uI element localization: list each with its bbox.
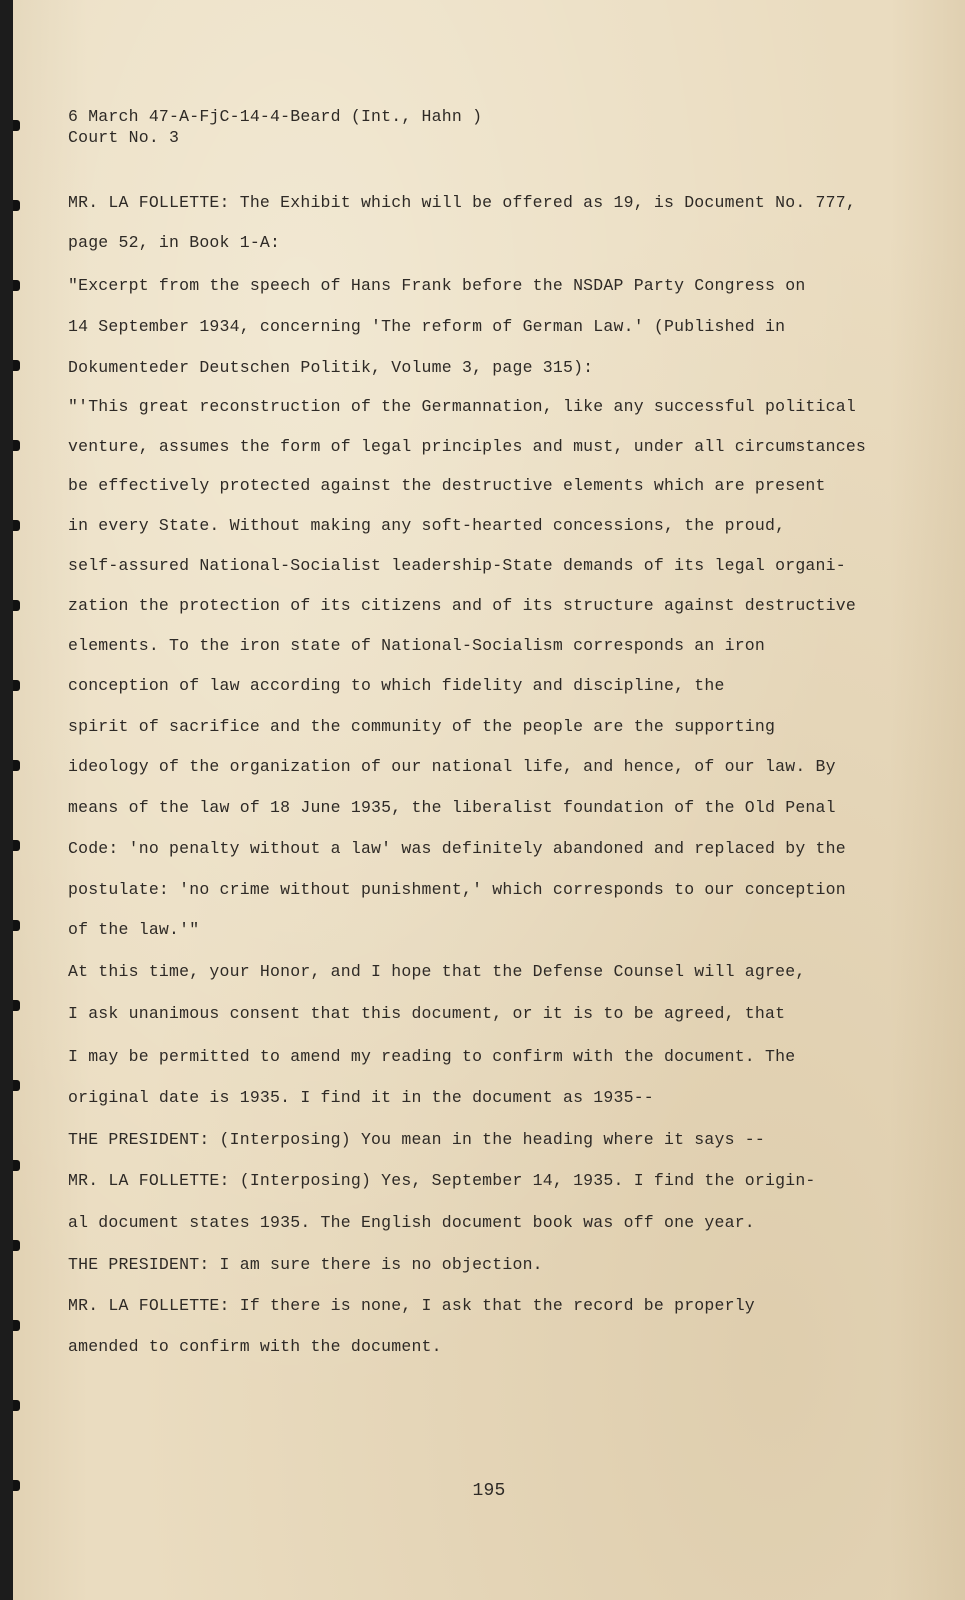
- text-line: conception of law according to which fidelity and discipline, the: [68, 676, 725, 695]
- text-line: original date is 1935. I find it in the document as 1935--: [68, 1088, 654, 1107]
- document-page: [13, 0, 965, 1600]
- binding-hole: [13, 1000, 20, 1011]
- binding-hole: [13, 600, 20, 611]
- text-line: spirit of sacrifice and the community of the people are the supporting: [68, 717, 776, 736]
- text-line: postulate: 'no crime without punishment,' which corresponds to our conception: [68, 880, 846, 899]
- text-line: in every State. Without making any soft-hearted concessions, the proud,: [68, 516, 786, 535]
- text-line: I ask unanimous consent that this document, or it is to be agreed, that: [68, 1004, 786, 1023]
- text-line: MR. LA FOLLETTE: (Interposing) Yes, September 14, 1935. I find the origin-: [68, 1171, 816, 1190]
- binding-hole: [13, 120, 20, 131]
- binding-hole: [13, 360, 20, 371]
- text-line: means of the law of 18 June 1935, the liberalist foundation of the Old Penal: [68, 798, 836, 817]
- binding-hole: [13, 200, 20, 211]
- binding-hole: [13, 760, 20, 771]
- text-line: venture, assumes the form of legal principles and must, under all circumstances: [68, 437, 867, 456]
- text-line: of the law.'": [68, 920, 200, 939]
- text-line: al document states 1935. The English document book was off one year.: [68, 1213, 755, 1232]
- binding-hole: [13, 1320, 20, 1331]
- text-line: MR. LA FOLLETTE: If there is none, I ask that the record be properly: [68, 1296, 755, 1315]
- binding-hole: [13, 920, 20, 931]
- text-line: "'This great reconstruction of the Germannation, like any successful political: [68, 397, 856, 416]
- text-line: ideology of the organization of our national life, and hence, of our law. By: [68, 757, 836, 776]
- binding-hole: [13, 1080, 20, 1091]
- text-line: MR. LA FOLLETTE: The Exhibit which will be offered as 19, is Document No. 777,: [68, 193, 856, 212]
- binding-hole: [13, 680, 20, 691]
- binding-hole: [13, 1400, 20, 1411]
- text-line: 14 September 1934, concerning 'The reform of German Law.' (Published in: [68, 317, 786, 336]
- binding-hole: [13, 1240, 20, 1251]
- text-line: Dokumenteder Deutschen Politik, Volume 3, page 315):: [68, 358, 594, 377]
- text-line: Code: 'no penalty without a law' was definitely abandoned and replaced by the: [68, 839, 846, 858]
- text-line: amended to confirm with the document.: [68, 1337, 442, 1356]
- binding-hole: [13, 440, 20, 451]
- text-line: page 52, in Book 1-A:: [68, 233, 281, 252]
- text-line: At this time, your Honor, and I hope that the Defense Counsel will agree,: [68, 962, 806, 981]
- text-line: be effectively protected against the destructive elements which are present: [68, 476, 826, 495]
- header-court: Court No. 3: [68, 128, 180, 147]
- text-line: I may be permitted to amend my reading to confirm with the document. The: [68, 1047, 796, 1066]
- binding-hole: [13, 1160, 20, 1171]
- binding-hole: [13, 520, 20, 531]
- text-line: THE PRESIDENT: I am sure there is no objection.: [68, 1255, 543, 1274]
- text-line: "Excerpt from the speech of Hans Frank before the NSDAP Party Congress on: [68, 276, 806, 295]
- binding-hole: [13, 840, 20, 851]
- text-line: THE PRESIDENT: (Interposing) You mean in the heading where it says --: [68, 1130, 766, 1149]
- page-number: 195: [472, 1481, 506, 1501]
- binding-hole: [13, 280, 20, 291]
- text-line: zation the protection of its citizens and of its structure against destructive: [68, 596, 856, 615]
- header-reference: 6 March 47-A-FjC-14-4-Beard (Int., Hahn ): [68, 107, 483, 126]
- text-line: elements. To the iron state of National-Socialism corresponds an iron: [68, 636, 766, 655]
- text-line: self-assured National-Socialist leadership-State demands of its legal organi-: [68, 556, 846, 575]
